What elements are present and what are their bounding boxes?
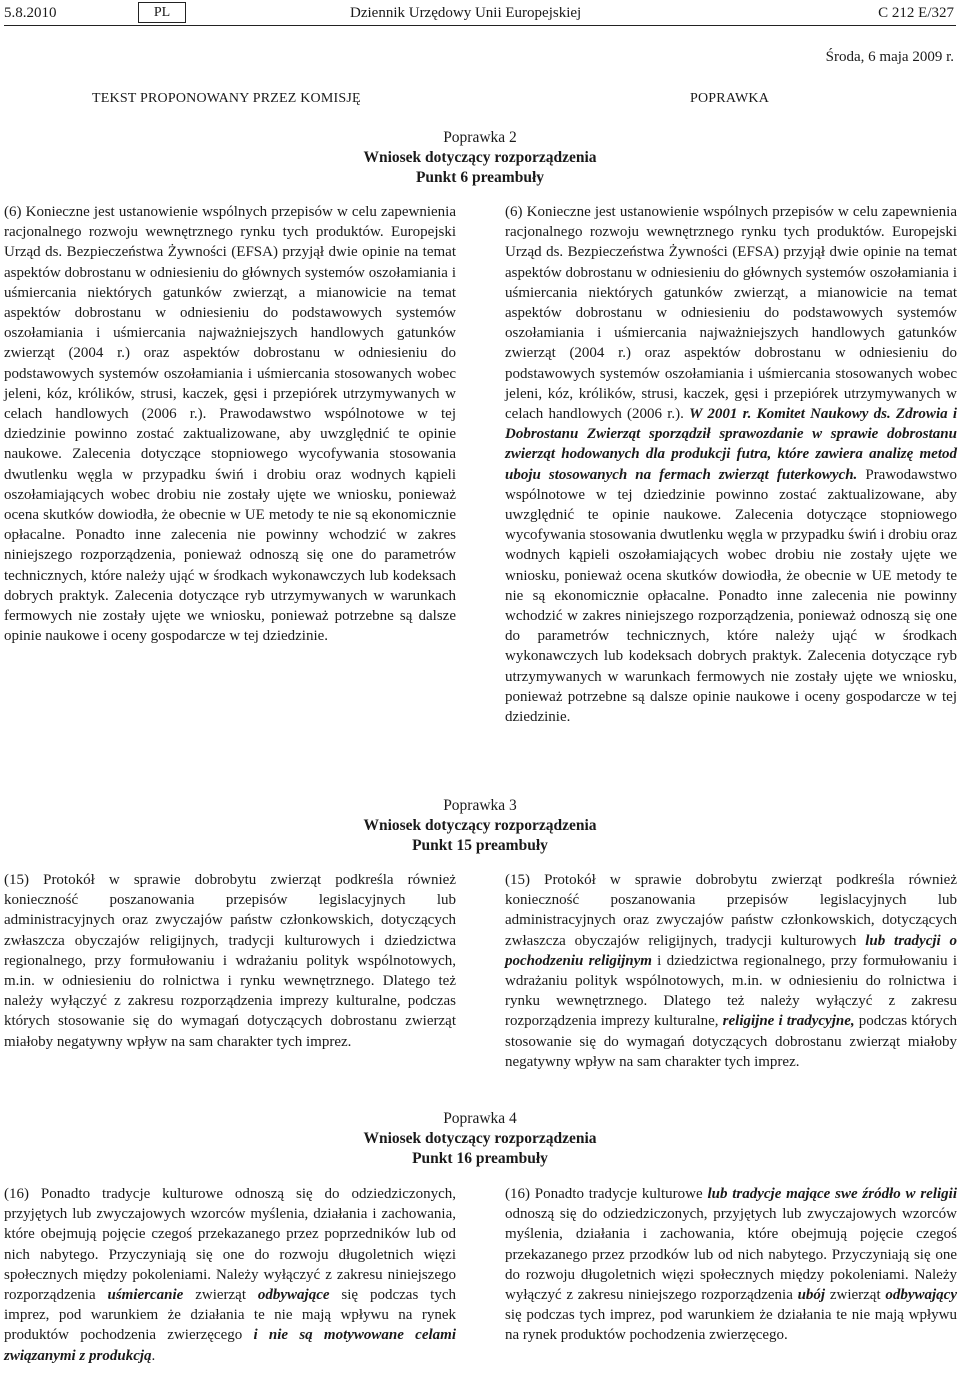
text-segment: (6) Konieczne jest ustanowienie wspólnych przepisów w celu zapewnienia racjonalnego rozwoju wewnętrznego rynku tych produktów. Europejski Urząd ds. Bezpieczeństwa Żywności (EFSA) przyjął dwie opinie na temat aspektów dobrostanu w odniesieniu do głównych systemów oszołamiania i uśmiercania niektórych gatunków zwierząt, a mianowicie na temat aspektów dobrostanu w odniesieniu do podstawowych systemów oszołamiania i uśmiercania najważniejszych handlowych gatunków zwierząt (2004 r.) oraz aspektów dobrostanu w odniesieniu do podstawowych systemów oszołamiania i uśmiercania stosowanych wobec jeleni, kóz, królików, strusi, kaczek, gęsi i przepiórek utrzymywanych w celach handlowych (2006 r.). <box>505 204 957 423</box>
amended-text-emphasis: W 2001 r. Komitet Naukowy ds. Zdrowia i Dobrostanu Zwierząt sporządził sprawozdanie w sprawie dobrostanu zwierząt hodowanych dla produkcji futra, które zawiera analizę metod uboju stosowanych na fermach zwierząt futerkowych. <box>505 406 957 483</box>
amendment-4-commission-text <box>4 1184 456 1366</box>
amendment-4-amended-text <box>505 1184 957 1346</box>
amendment-3-commission-text <box>4 870 456 1052</box>
text-segment: zwierząt <box>825 1287 886 1304</box>
amendment-4-heading <box>0 1109 960 1169</box>
amended-text-emphasis: lub tradycji o pochodzeniu religijnym <box>505 932 957 969</box>
text-segment: się podczas tych imprez, pod warunkiem że działania te nie mają wpływu na rynek produktów pochodzenia zwierzęcego <box>4 1287 456 1344</box>
column-header-commission-text: TEKST PROPONOWANY PRZEZ KOMISJĘ <box>92 91 361 106</box>
amended-text-emphasis: odbywający <box>885 1287 957 1304</box>
commission-paragraph: (6) Konieczne jest ustanowienie wspólnych przepisów w celu zapewnienia racjonalnego rozwoju wewnętrznego rynku tych produktów. Europejski Urząd ds. Bezpieczeństwa Żywności (EFSA) przyjął dwie opinie na temat aspektów dobrostanu w odniesieniu do głównych systemów oszołamiania i uśmiercania niektórych gatunków zwierząt, a mianowicie na temat aspektów dobrostanu w odniesieniu do podstawowych systemów oszołamiania i uśmiercania najważniejszych handlowych gatunków zwierząt (2004 r.) oraz aspektów dobrostanu w odniesieniu do podstawowych systemów oszołamiania i uśmiercania stosowanych wobec jeleni, kóz, królików, strusi, kaczek, gęsi i przepiórek utrzymywanych w celach handlowych (2006 r.). Prawodawstwo wspólnotowe w tej dziedzinie powinno zostać zaktualizowane, aby uwzględnić te opinie naukowe. Zalecenia dotyczące stopniowego wycofywania stosowania dwutlenku węgla w przypadku świń i drobiu oraz wodnych kąpieli oszołamiających wobec drobiu nie zostały ujęte we wniosku, ponieważ ocena skutków dowiodła, że obecnie w UE metody te nie są ekonomicznie opłacalne. Ponadto inne zalecenia nie powinny wchodzić w zakres niniejszego rozporządzenia, ponieważ odnoszą się one do parametrów technicznych, które należy ująć w środkach wykonawczych lub kodeksach dobrych praktyk. Zalecenia dotyczące ryb utrzymywanych w warunkach fermowych nie zostały ujęte we wniosku, ponieważ potrzebne są dalsze opinie naukowe i oceny gospodarcze w tej dziedzinie. <box>4 204 456 645</box>
amendment-3-heading <box>0 796 960 856</box>
amended-paragraph <box>505 870 957 1072</box>
amendment-2-commission-text <box>4 202 456 646</box>
journal-reference: C 212 E/327 <box>878 5 954 21</box>
commission-paragraph: (15) Protokół w sprawie dobrobytu zwierząt podkreśla również konieczność poszanowania przepisów legislacyjnych lub administracyjnych oraz zwyczajów państw członkowskich, dotyczących zwłaszcza obyczajów religijnych, tradycji kulturowych i dziedzictwa regionalnego, przy formułowaniu i wdrażaniu polityk wspólnotowych, m.in. w odniesieniu do rolnictwa i rynku wewnętrznego. Dlatego też należy wyłączyć z zakresu rozporządzenia imprezy kulturalne, podczas których stosowanie się do wymagań dotyczących dobrostanu zwierząt miałoby negatywny wpływ na sam charakter tych imprez. <box>4 872 456 1050</box>
text-segment: (15) Protokół w sprawie dobrobytu zwierząt podkreśla również konieczność poszanowania przepisów legislacyjnych lub administracyjnych oraz zwyczajów państw członkowskich, dotyczących zwłaszcza obyczajów religijnych, tradycji kulturowych <box>505 872 957 949</box>
text-segment: i dziedzictwa regionalnego, przy formułowaniu i wdrażaniu polityk wspólnotowych, m.in. w odniesieniu do rolnictwa i rynku wewnętrznego. Dlatego też należy wyłączyć z zakresu rozporządzenia imprezy kulturalne, <box>505 952 957 1030</box>
amended-paragraph <box>505 1184 957 1346</box>
amended-text-emphasis: i nie są motywowane celami związanymi z produkcją <box>4 1327 456 1364</box>
text-segment: (16) Ponadto tradycje kulturowe odnoszą się do odziedziczonych, przyjętych lub zwyczajowych wzorców myślenia, działania i zachowania, które obejmują pojęcie czegoś przekazanego przez poprzedników lub od nich nabytego. Przyczyniają się one do rozwoju długoletnich więzi społecznych między pokoleniami. Należy wyłączyć z zakresu niniejszego rozporządzenia <box>4 1186 456 1304</box>
amendment-title: Poprawka 4 <box>443 1110 517 1127</box>
text-segment: Prawodawstwo wspólnotowe w tej dziedzinie powinno zostać zaktualizowane, aby uwzględnić te opinie naukowe. Zalecenia dotyczące stopniowego wycofywania stosowania dwutlenku węgla w przypadku świń i drobiu oraz wodnych kąpieli oszołamiających wobec drobiu nie zostały ujęte we wniosku, ponieważ ocena skutków dowiodła, że obecnie w UE metody te nie są ekonomicznie opłacalne. Ponadto inne zalecenia nie powinny wchodzić w zakres niniejszego rozporządzenia, ponieważ odnoszą się one do parametrów technicznych, które należy ująć w środkach wykonawczych lub kodeksach dobrych praktyk. Zalecenia dotyczące ryb utrzymywanych w warunkach fermowych nie zostały ujęte we wniosku, ponieważ potrzebne są dalsze opinie naukowe i oceny gospodarcze w tej dziedzinie. <box>505 466 958 726</box>
amendment-point: Punkt 15 preambuły <box>412 837 548 854</box>
amendment-2-heading <box>0 128 960 188</box>
amendment-subtitle: Wniosek dotyczący rozporządzenia <box>363 149 597 166</box>
commission-paragraph <box>4 1184 456 1366</box>
journal-title: Dziennik Urzędowy Unii Europejskiej <box>350 5 582 21</box>
text-segment: zwierząt <box>183 1287 258 1304</box>
sitting-date: Środa, 6 maja 2009 r. <box>825 49 954 65</box>
text-segment: (16) Ponadto tradycje kulturowe <box>505 1186 708 1202</box>
page-header <box>0 2 960 26</box>
text-segment: podczas których stosowanie się do wymagań dotyczących dobrostanu zwierząt miałoby negatywny wpływ na sam charakter tych imprez. <box>505 1013 958 1070</box>
amendment-title: Poprawka 2 <box>443 129 517 146</box>
amendment-2-amended-text <box>505 202 957 727</box>
amended-text-emphasis: odbywające <box>257 1287 330 1304</box>
amended-text-emphasis: ubój <box>797 1287 826 1304</box>
amended-text-emphasis: religijne i tradycyjne, <box>722 1013 855 1030</box>
amendment-title: Poprawka 3 <box>443 797 517 814</box>
amendment-point: Punkt 6 preambuły <box>415 169 545 186</box>
text-segment: się podczas tych imprez, pod warunkiem że działania te nie mają wpływu na rynek produktów pochodzenia zwierzęcego. <box>505 1307 957 1344</box>
amendment-subtitle: Wniosek dotyczący rozporządzenia <box>363 817 597 834</box>
language-code-box: PL <box>138 2 186 23</box>
amended-text-emphasis: lub tradycje mające swe źródło w religii <box>707 1186 957 1202</box>
text-segment: odnoszą się do odziedziczonych, przyjętych lub zwyczajowych wzorców myślenia, działania i zachowania, które obejmują pojęcie czegoś przekazanego przez przodków lub od nich nabytego. Przyczyniają się one do rozwoju długoletnich więzi społecznych między pokoleniami. Należy wyłączyć z zakresu niniejszego rozporządzenia <box>505 1206 957 1304</box>
text-segment: . <box>151 1347 156 1364</box>
publication-date: 5.8.2010 <box>4 5 57 21</box>
header-rule <box>4 25 956 26</box>
amended-text-emphasis: uśmiercanie <box>107 1287 184 1304</box>
amendment-3-amended-text <box>505 870 957 1072</box>
column-header-amendment: POPRAWKA <box>690 91 770 106</box>
amendment-subtitle: Wniosek dotyczący rozporządzenia <box>363 1130 597 1147</box>
amended-paragraph <box>505 202 957 727</box>
amendment-point: Punkt 16 preambuły <box>412 1150 548 1167</box>
